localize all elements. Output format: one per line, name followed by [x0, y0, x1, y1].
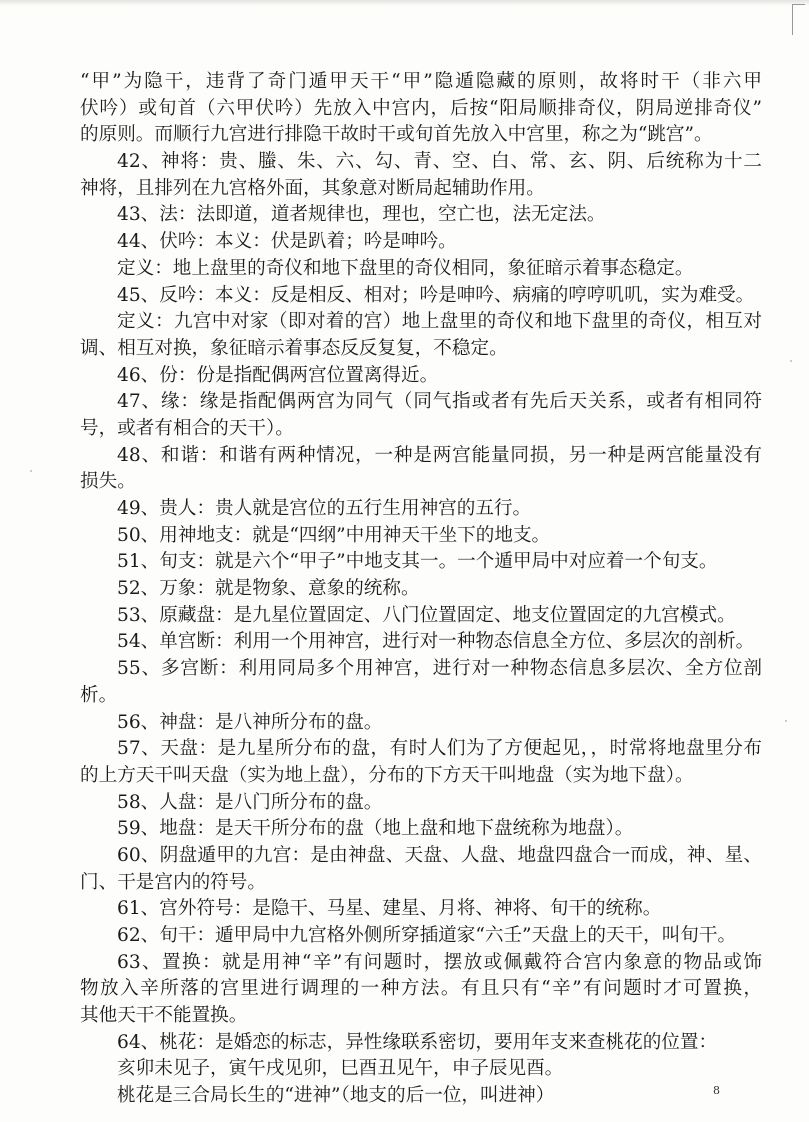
paragraph — [80, 923, 762, 950]
paragraph — [80, 1083, 762, 1110]
text-line: 62、旬干：遁甲局中九宫格外侧所穿插道家“六壬”天盘上的天干，叫旬干。 — [117, 925, 737, 946]
paragraph — [80, 816, 762, 843]
paragraph — [80, 443, 762, 496]
text-line: 55、多宫断：利用同局多个用神宫，进行对一种物态信息多层次、全方位剖 — [117, 658, 762, 680]
paragraph — [80, 1030, 762, 1057]
paragraph — [80, 149, 762, 202]
paragraph — [80, 69, 762, 149]
paragraph — [80, 710, 762, 737]
text-line: 63、置换：就是用神“辛”有问题时，摆放或佩戴符合宫内象意的物品或饰 — [117, 951, 762, 973]
text-line: 亥卯未见子，寅午戌见卯，巳酉丑见午，申子辰见酉。 — [117, 1058, 564, 1080]
text-line: 50、用神地支：就是“四纲”中用神天干坐下的地支。 — [117, 524, 551, 546]
text-line: 48、和谐：和谐有两种情况，一种是两宫能量同损，另一种是两宫能量没有 — [117, 444, 762, 466]
text-line: 的上方天干叫天盘（实为地上盘），分布的下方天干叫地盘（实为地下盘）。 — [80, 764, 694, 786]
text-line: 56、神盘：是八神所分布的盘。 — [117, 711, 383, 733]
document-body — [80, 69, 762, 1110]
scan-corner-mark — [792, 4, 805, 35]
text-line: 其他天干不能置换。 — [80, 1005, 248, 1027]
paragraph — [80, 603, 762, 630]
paragraph — [80, 790, 762, 817]
paragraph — [80, 309, 762, 362]
text-line: 析。 — [80, 684, 118, 706]
text-line: 58、人盘：是八门所分布的盘。 — [117, 791, 383, 813]
paragraph — [80, 843, 762, 896]
paragraph — [80, 523, 762, 550]
paragraph — [80, 896, 762, 923]
paragraph — [80, 736, 762, 789]
paragraph — [80, 256, 762, 283]
scan-speck — [785, 720, 787, 722]
text-line: 64、桃花：是婚恋的标志，异性缘联系密切，要用年支来查桃花的位置： — [117, 1031, 718, 1053]
text-line: 45、反吟：本义：反是相反、相对；吟是呻吟、病痛的哼哼叽叽，实为难受。 — [117, 284, 755, 306]
scan-edge — [0, 0, 809, 6]
text-line: 伏吟）或旬首（六甲伏吟）先放入中宫内，后按“阳局顺排奇仪，阴局逆排奇仪” — [80, 97, 762, 119]
text-line: 调、相互对换，象征暗示着事态反反复复，不稳定。 — [80, 337, 508, 359]
text-line: 51、旬支：就是六个“甲子”中地支其一。一个遁甲局中对应着一个旬支。 — [117, 551, 718, 573]
text-line: 59、地盘：是天干所分布的盘（地上盘和地下盘统称为地盘）。 — [117, 818, 634, 840]
paragraph — [80, 656, 762, 709]
text-line: 61、宫外符号：是隐干、马星、建星、月将、神将、旬干的统称。 — [117, 898, 662, 920]
paragraph — [80, 549, 762, 576]
paragraph — [80, 950, 762, 1030]
text-line: 53、原藏盘：是九星位置固定、八门位置固定、地支位置固定的九宫模式。 — [117, 604, 736, 626]
text-line: 60、阴盘遁甲的九宫：是由神盘、天盘、人盘、地盘四盘合一而成，神、星、 — [117, 844, 762, 866]
text-line: 57、天盘：是九星所分布的盘，有时人们为了方便起见，，时常将地盘里分布 — [117, 738, 762, 760]
text-line: 损失。 — [80, 471, 136, 493]
paragraph — [80, 229, 762, 256]
text-line: 神将，且排列在九宫格外面，其象意对断局起辅助作用。 — [80, 177, 545, 199]
text-line: 物放入辛所落的宫里进行调理的一种方法。有且只有“辛”有问题时才可置换， — [80, 978, 762, 1000]
text-line: 42、神将：贵、螣、朱、六、勾、青、空、白、常、玄、阴、后统称为十二 — [117, 151, 762, 173]
text-line: 52、万象：就是物象、意象的统称。 — [117, 578, 420, 600]
paragraph — [80, 576, 762, 603]
text-line: 定义：地上盘里的奇仪和地下盘里的奇仪相同，象征暗示着事态稳定。 — [117, 257, 694, 279]
text-line: 44、伏吟：本义：伏是趴着；吟是呻吟。 — [117, 231, 457, 253]
scan-speck — [790, 360, 792, 362]
page-number: 8 — [713, 1084, 720, 1097]
paragraph — [80, 496, 762, 523]
paragraph — [80, 283, 762, 310]
text-line: 54、单宫断：利用一个用神宫，进行对一种物态信息全方位、多层次的剖析。 — [117, 631, 755, 653]
paragraph — [80, 202, 762, 229]
text-line: 47、缘：缘是指配偶两宫为同气（同气指或者有先后天关系，或者有相同符 — [117, 391, 762, 413]
paragraph — [80, 629, 762, 656]
paragraph — [80, 389, 762, 442]
text-line: “甲”为隐干，违背了奇门遁甲天干“甲”隐遁隐藏的原则，故将时干（非六甲 — [80, 71, 762, 92]
scan-speck — [30, 470, 32, 472]
text-line: 49、贵人：贵人就是宫位的五行生用神宫的五行。 — [117, 498, 532, 519]
text-line: 号，或者有相合的天干）。 — [80, 417, 294, 439]
text-line: 桃花是三合局长生的“进神”（地支的后一位，叫进神） — [117, 1085, 555, 1107]
text-line: 门、干是宫内的符号。 — [80, 871, 266, 893]
text-line: 的原则。而顺行九宫进行排隐干故时干或旬首先放入中宫里，称之为“跳宫”。 — [80, 124, 713, 146]
text-line: 46、份：份是指配偶两宫位置离得近。 — [117, 364, 439, 386]
paragraph — [80, 363, 762, 390]
text-line: 定义：九宫中对家（即对着的宫）地上盘里的奇仪和地下盘里的奇仪，相互对 — [117, 311, 762, 333]
paragraph — [80, 1056, 762, 1083]
text-line: 43、法：法即道，道者规律也，理也，空亡也，法无定法。 — [117, 204, 606, 226]
